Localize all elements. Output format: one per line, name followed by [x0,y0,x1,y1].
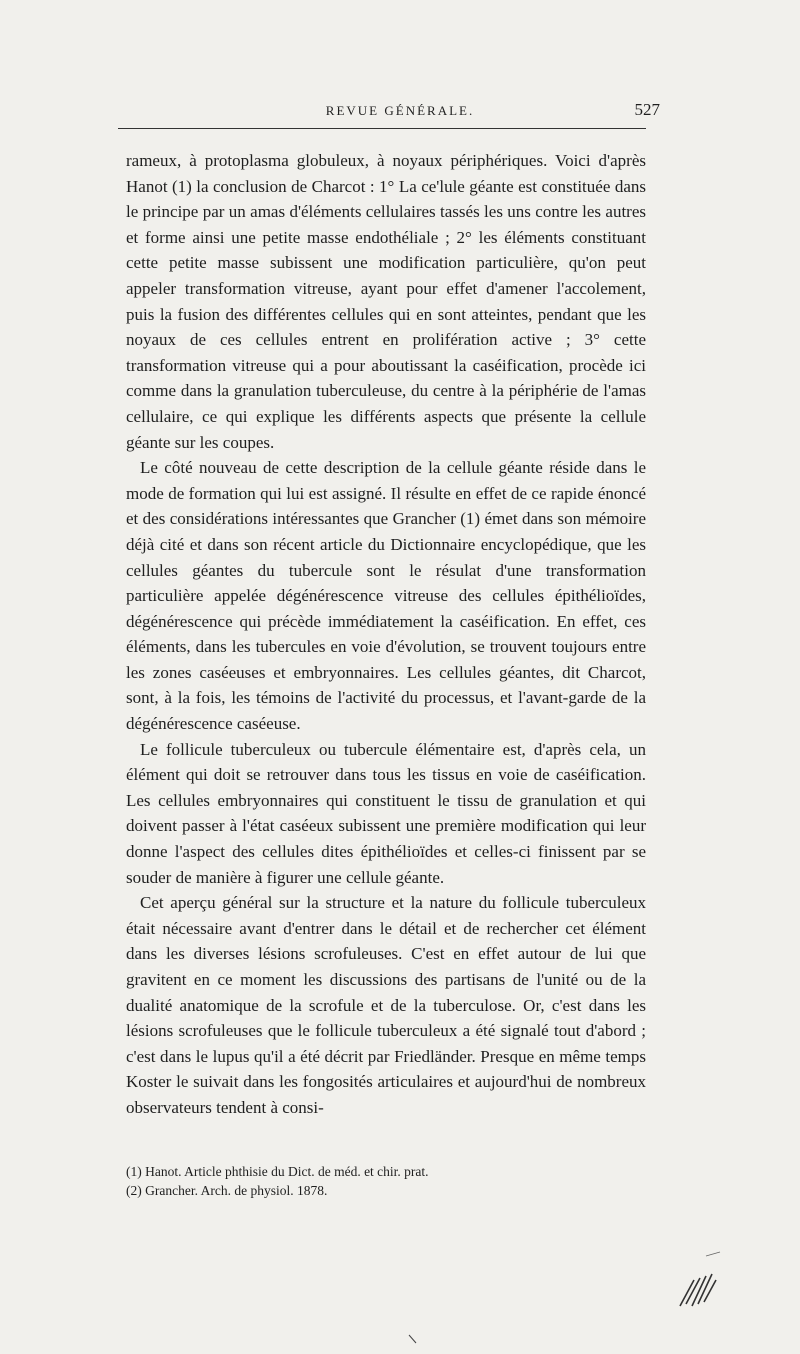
paragraph-4: Cet aperçu général sur la structure et la nature du follicule tuberculeux était nécessaire avant d'entrer dans le détail et de rechercher cet élément dans les diverses lésions scrofuleuses. C'est en effet autour de lui que gravitent en ce moment les discussions des partisans de l'unité ou de la dualité anatomique de la scrofule et de la tuberculose. Or, c'est dans les lésions scrofuleuses que le follicule tuberculeux a été signalé tout d'abord ; c'est dans le lupus qu'il a été décrit par Friedländer. Presque en même temps Koster le suivait dans les fongosités articulaires et aujourd'hui de nombreux observateurs tendent à consi- [126,893,646,1117]
ink-scribble-mark [676,1250,722,1310]
running-header-title: REVUE GÉNÉRALE. [325,103,475,118]
paragraph-2: Le côté nouveau de cette description de la cellule géante réside dans le mode de formation qui lui est assigné. Il résulte en effet de ce rapide énoncé et des considérations intéressantes que Grancher (1) émet dans son mémoire déjà cité et dans son récent article du Dictionnaire encyclopédique, que les cellules géantes du tubercule sont le résulat d'une transformation particulière appelée dégénérescence vitreuse des cellules épithélioïdes, dégénérescence qui précède immédiatement la caséification. En effet, ces éléments, dans les tubercules en voie d'évolution, se trouvent toujours entre les zones caséeuses et embryonnaires. Les cellules géantes, dit Charcot, sont, à la fois, les témoins de l'activité du processus, et l'avant-garde de la dégénérescence caséeuse. [126,458,646,734]
footnote-2: (2) Grancher. Arch. de physiol. 1878. [126,1183,328,1198]
body-text [126,148,646,1121]
paragraph-1: rameux, à protoplasma globuleux, à noyaux périphériques. Voici d'après Hanot (1) la conclusion de Charcot : 1° La ce'lule géante est constituée dans le principe par un amas d'éléments cellulaires tassés les uns contre les autres et forme ainsi une petite masse endothéliale ; 2° les éléments constituant cette petite masse subissent une modification particulière, qu'on peut appeler transformation vitreuse, ayant pour effet d'amener l'accolement, puis la fusion des différentes cellules qui en sont atteintes, pendant que les noyaux de ces cellules entrent en prolifération active ; 3° cette transformation vitreuse qui a pour aboutissant la caséification, procède ici comme dans la granulation tuberculeuse, du centre à la périphérie de l'amas cellulaire, ce qui explique les différents aspects que présente la cellule géante sur les coupes. [126,151,646,452]
ink-tick-mark [408,1334,418,1344]
paragraph-3: Le follicule tuberculeux ou tubercule élémentaire est, d'après cela, un élément qui doit se retrouver dans tous les tissus en voie de caséification. Les cellules embryonnaires qui constituent le tissu de granulation et qui doivent passer à l'état caséeux subissent une première modification qui leur donne l'aspect des cellules dites épithélioïdes et celles-ci finissent par se souder de manière à figurer une cellule géante. [126,739,646,887]
page-number: 527 [634,100,660,119]
footnote-1: (1) Hanot. Article phthisie du Dict. de méd. et chir. prat. [126,1164,429,1179]
header-rule [118,128,646,129]
footnotes [126,1162,646,1200]
